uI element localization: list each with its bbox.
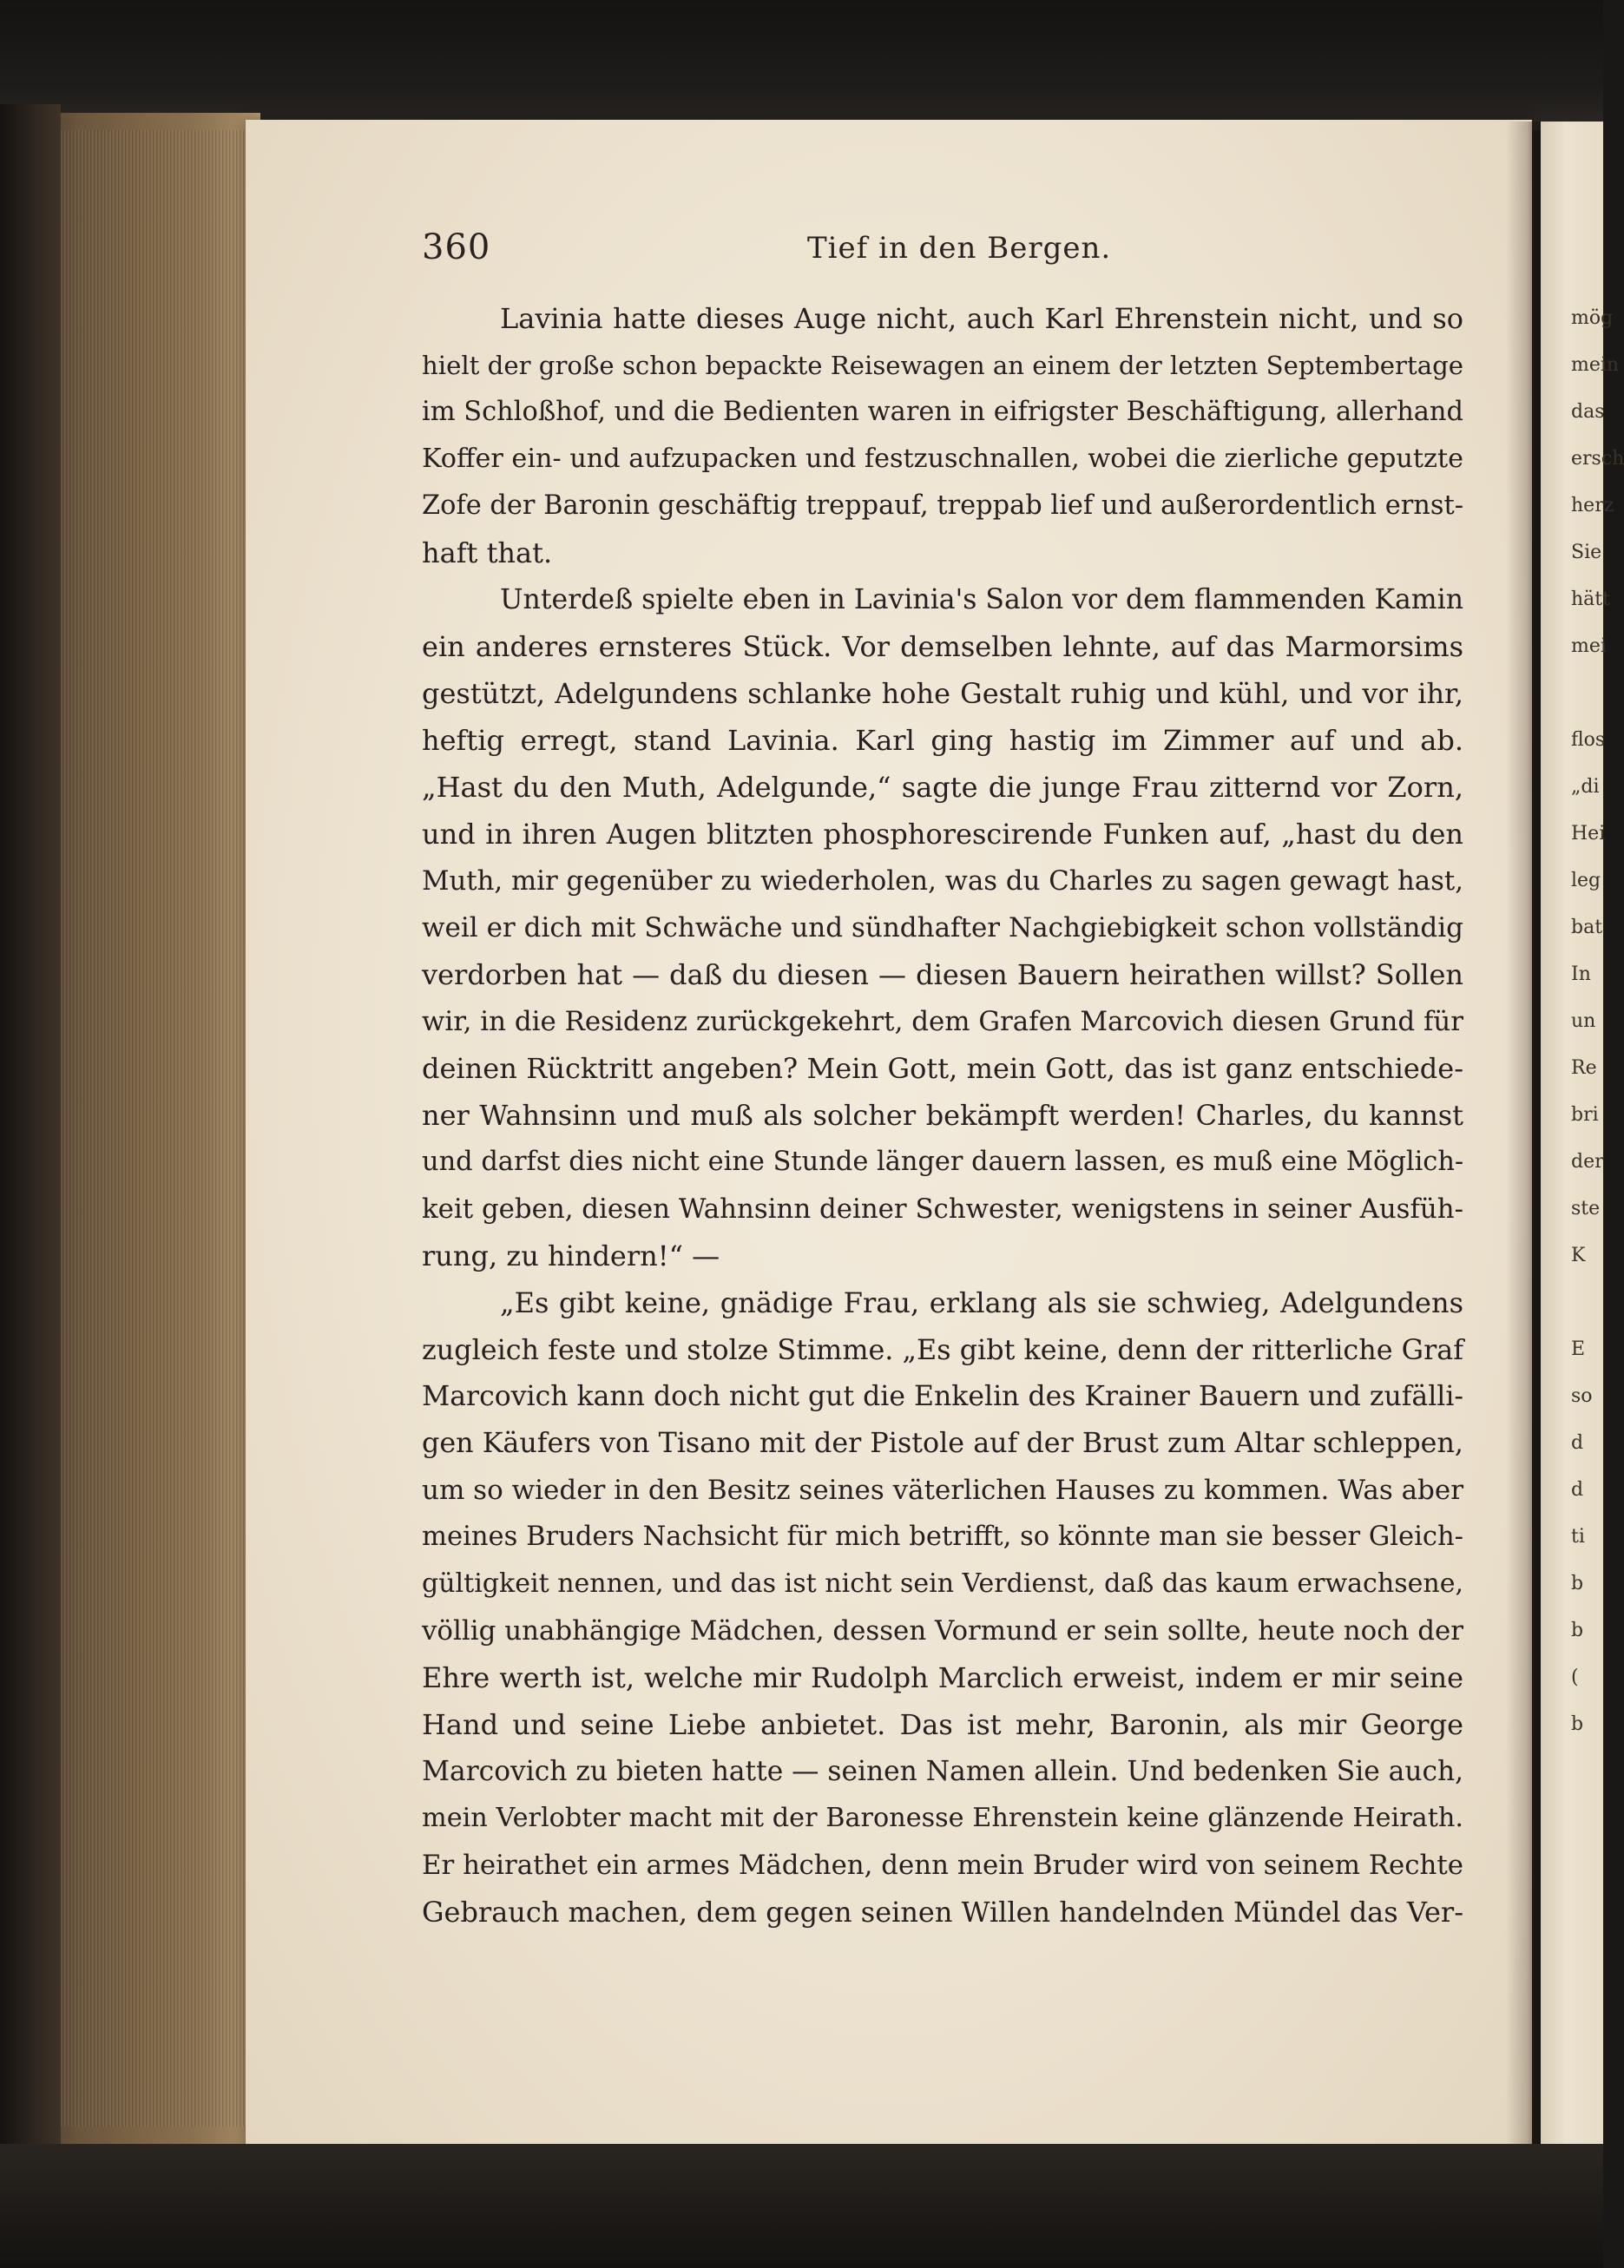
facing-page-fragment: der — [1571, 1151, 1604, 1173]
page-edge-stripes — [52, 130, 252, 2127]
facing-page-fragment: ste — [1571, 1198, 1601, 1219]
facing-page-fragment: bri — [1571, 1104, 1599, 1126]
facing-page-fragment: so — [1571, 1385, 1593, 1407]
text-line: und darfst dies nicht eine Stunde länger dauern lassen, es muß eine Möglich- — [422, 1147, 1464, 1177]
facing-page-fragment: un — [1571, 1010, 1596, 1032]
facing-page-fragment: Re — [1571, 1057, 1597, 1079]
text-line: völlig unabhängige Mädchen, dessen Vormund er sein sollte, heute noch der — [422, 1615, 1463, 1647]
facing-page-fragment: mög — [1571, 307, 1614, 329]
text-line: keit geben, diesen Wahnsinn deiner Schwester, wenigstens in seiner Ausfüh- — [422, 1193, 1463, 1225]
facing-page-fragment — [1571, 670, 1603, 717]
text-line: gen Käufers von Tisano mit der Pistole auf der Brust zum Altar schleppen, — [422, 1428, 1463, 1459]
facing-page-fragment: bat — [1571, 917, 1603, 938]
text-line: ner Wahnsinn und muß als solcher bekämpft werden! Charles, du kannst — [422, 1099, 1463, 1132]
text-line: Er heirathet ein armes Mädchen, denn mein Bruder wird von seinem Rechte — [422, 1850, 1463, 1881]
book-cover-edge — [0, 104, 61, 2268]
facing-page-fragment: ti — [1571, 1526, 1585, 1548]
text-line: im Schloßhof, und die Bedienten waren in eifrigster Beschäftigung, allerhand — [422, 397, 1463, 427]
facing-page-fragment: d — [1571, 1432, 1584, 1454]
text-line: um so wieder in den Besitz seines väterlichen Hauses zu kommen. Was aber — [422, 1475, 1464, 1506]
background-top — [0, 0, 1603, 130]
text-line: weil er dich mit Schwäche und sündhafter Nachgiebigkeit schon vollständig — [422, 912, 1463, 943]
facing-page-fragment: ersch — [1571, 448, 1624, 470]
facing-page-fragment: Hei — [1571, 823, 1606, 845]
text-line: rung, zu hindern!“ — — [422, 1239, 720, 1272]
text-line: verdorben hat — daß du diesen — diesen Bauern heirathen willst? Sollen — [422, 958, 1463, 991]
background-bottom — [0, 2144, 1603, 2268]
text-line: Marcovich zu bieten hatte — seinen Namen allein. Und bedenken Sie auch, — [422, 1756, 1464, 1787]
text-line: gültigkeit nennen, und das ist nicht sein Verdienst, daß das kaum erwachsene, — [422, 1568, 1463, 1599]
body-text — [422, 295, 1463, 1936]
page-gutter — [1506, 122, 1541, 2153]
facing-page-fragment: b — [1571, 1713, 1584, 1735]
text-line: „Es gibt keine, gnädige Frau, erklang als sie schwieg, Adelgundens — [500, 1286, 1463, 1319]
facing-page-fragment: herz — [1571, 495, 1614, 516]
text-line: Koffer ein- und aufzupacken und festzuschnallen, wobei die zierliche geputzte — [422, 444, 1463, 474]
text-line: „Hast du den Muth, Adelgunde,“ sagte die junge Frau zitternd vor Zorn, — [422, 771, 1463, 804]
facing-page-text — [1571, 295, 1624, 1748]
facing-page-fragment: Sie — [1571, 542, 1602, 563]
text-line: zugleich feste und stolze Stimme. „Es gibt keine, denn der ritterliche Graf — [422, 1333, 1463, 1366]
facing-page-fragment: flos — [1571, 729, 1606, 751]
facing-page-fragment: b — [1571, 1620, 1584, 1641]
text-line: Gebrauch machen, dem gegen seinen Willen handelnden Mündel das Ver- — [422, 1896, 1463, 1929]
facing-page-fragment: d — [1571, 1479, 1584, 1501]
text-line: haft that. — [422, 536, 553, 569]
facing-page-fragment: E — [1571, 1338, 1586, 1360]
text-line: Ehre werth ist, welche mir Rudolph Marclich erweist, indem er mir seine — [422, 1661, 1463, 1694]
text-line: und in ihren Augen blitzten phosphorescirende Funken auf, „hast du den — [422, 818, 1463, 851]
text-line: gestützt, Adelgundens schlanke hohe Gestalt ruhig und kühl, und vor ihr, — [422, 677, 1463, 710]
page-number: 360 — [422, 227, 491, 267]
text-line: Muth, mir gegenüber zu wiederholen, was du Charles zu sagen gewagt hast, — [422, 865, 1463, 897]
facing-page-fragment: b — [1571, 1573, 1584, 1594]
facing-page-fragment: „di — [1571, 776, 1600, 798]
text-line: hielt der große schon bepackte Reisewagen an einem der letzten Septembertage — [422, 351, 1464, 380]
facing-page-fragment: In — [1571, 963, 1591, 985]
facing-page-fragment — [1571, 1279, 1603, 1326]
text-line: Unterdeß spielte eben in Lavinia's Salon vor dem flammenden Kamin — [500, 584, 1464, 615]
facing-page-fragment: ( — [1571, 1666, 1579, 1688]
facing-page-fragment: mein — [1571, 354, 1620, 376]
text-line: heftig erregt, stand Lavinia. Karl ging hastig im Zimmer auf und ab. — [422, 724, 1463, 757]
text-line: Zofe der Baronin geschäftig treppauf, treppab lief und außerordentlich ernst- — [422, 490, 1463, 521]
running-title: Tief in den Bergen. — [807, 231, 1112, 266]
facing-page-fragment: mei — [1571, 635, 1607, 657]
text-line: mein Verlobter macht mit der Baronesse Ehrenstein keine glänzende Heirath. — [422, 1803, 1463, 1833]
text-line: Marcovich kann doch nicht gut die Enkelin des Krainer Bauern und zufälli- — [422, 1381, 1464, 1412]
facing-page-fragment: leg — [1571, 870, 1601, 891]
facing-page-fragment: K — [1571, 1245, 1586, 1266]
text-line: Lavinia hatte dieses Auge nicht, auch Karl Ehrenstein nicht, und so — [500, 302, 1463, 335]
text-line: ein anderes ernsteres Stück. Vor demselben lehnte, auf das Marmorsims — [422, 630, 1463, 663]
running-head — [0, 227, 1603, 279]
text-line: wir, in die Residenz zurückgekehrt, dem Grafen Marcovich diesen Grund für — [422, 1006, 1463, 1037]
facing-page-fragment: das — [1571, 401, 1605, 423]
text-line: deinen Rücktritt angeben? Mein Gott, mein Gott, das ist ganz entschiede- — [422, 1052, 1463, 1085]
text-line: meines Bruders Nachsicht für mich betrifft, so könnte man sie besser Gleich- — [422, 1522, 1463, 1552]
facing-page-fragment: hätt — [1571, 588, 1610, 610]
text-line: Hand und seine Liebe anbietet. Das ist mehr, Baronin, als mir George — [422, 1708, 1463, 1741]
